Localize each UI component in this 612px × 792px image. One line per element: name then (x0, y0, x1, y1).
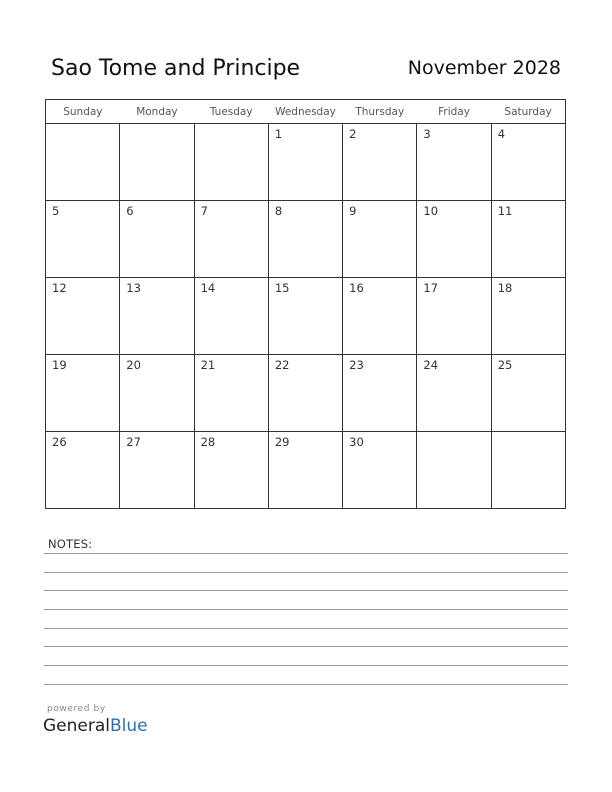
weekday-sunday: Sunday (46, 100, 120, 124)
day-cell (268, 355, 342, 432)
weekday-saturday: Saturday (491, 100, 565, 124)
note-line (44, 628, 568, 629)
day-number: 26 (52, 435, 67, 449)
day-cell (491, 355, 565, 432)
note-line (44, 609, 568, 610)
week-row (46, 278, 566, 355)
day-cell (491, 124, 565, 201)
day-cell (120, 201, 194, 278)
day-number: 29 (274, 435, 290, 449)
day-number: 17 (423, 281, 439, 295)
week-row (46, 201, 566, 278)
day-cell (343, 201, 417, 278)
day-cell (343, 355, 417, 432)
day-number: 21 (200, 358, 216, 372)
brand-logo (43, 716, 148, 736)
day-number: 11 (497, 204, 513, 218)
day-cell (268, 432, 342, 509)
brand-logo-blue: Blue (110, 716, 148, 736)
day-cell (194, 355, 268, 432)
day-cell (417, 201, 491, 278)
day-cell (417, 278, 491, 355)
day-cell (46, 355, 120, 432)
day-cell (491, 278, 565, 355)
day-number: 12 (52, 281, 67, 295)
day-number: 13 (126, 281, 141, 295)
day-cell (343, 432, 417, 509)
day-number: 10 (423, 204, 439, 218)
day-number: 14 (200, 281, 216, 295)
day-number: 6 (126, 204, 134, 218)
day-number: 27 (126, 435, 141, 449)
day-number: 18 (497, 281, 513, 295)
week-row (46, 432, 566, 509)
day-cell (194, 124, 268, 201)
weekday-tuesday: Tuesday (194, 100, 268, 124)
day-cell (46, 278, 120, 355)
day-number: 3 (423, 127, 431, 141)
weekday-thursday: Thursday (343, 100, 417, 124)
day-cell (194, 201, 268, 278)
day-cell (120, 432, 194, 509)
day-number: 16 (349, 281, 364, 295)
week-row (46, 355, 566, 432)
day-number: 30 (349, 435, 364, 449)
weekday-header-row (46, 100, 566, 124)
day-cell (268, 278, 342, 355)
day-number: 7 (200, 204, 208, 218)
day-number: 4 (497, 127, 506, 141)
brand-logo-general: General (43, 716, 110, 736)
day-number: 9 (349, 204, 357, 218)
note-line (44, 684, 568, 685)
day-cell (120, 278, 194, 355)
day-number: 22 (274, 358, 290, 372)
day-number: 5 (52, 204, 60, 218)
day-cell (194, 278, 268, 355)
weekday-friday: Friday (417, 100, 491, 124)
day-cell (491, 432, 565, 509)
weekday-monday: Monday (120, 100, 194, 124)
day-cell (120, 355, 194, 432)
day-cell (46, 124, 120, 201)
weekday-wednesday: Wednesday (268, 100, 342, 124)
notes-label: NOTES: (48, 537, 93, 551)
day-number: 8 (274, 204, 283, 218)
day-cell (194, 432, 268, 509)
country-title: Sao Tome and Principe (51, 56, 301, 81)
day-number: 20 (126, 358, 141, 372)
note-line (44, 665, 568, 666)
day-number: 25 (497, 358, 513, 372)
powered-by-text: powered by (47, 704, 106, 714)
day-cell (46, 201, 120, 278)
day-cell (343, 278, 417, 355)
day-number: 2 (349, 127, 357, 141)
week-row (46, 124, 566, 201)
calendar-grid (45, 99, 566, 509)
day-cell (491, 201, 565, 278)
day-cell (268, 201, 342, 278)
day-number: 15 (274, 281, 290, 295)
day-cell (343, 124, 417, 201)
day-number: 1 (274, 127, 283, 141)
day-number: 23 (349, 358, 364, 372)
day-cell (417, 124, 491, 201)
note-line (44, 572, 568, 573)
day-cell (417, 355, 491, 432)
day-cell (417, 432, 491, 509)
day-cell (268, 124, 342, 201)
day-cell (46, 432, 120, 509)
day-number: 28 (200, 435, 216, 449)
month-year-title: November 2028 (407, 57, 561, 79)
day-number: 24 (423, 358, 439, 372)
note-line (44, 553, 568, 554)
note-line (44, 646, 568, 647)
day-cell (120, 124, 194, 201)
day-number: 19 (52, 358, 67, 372)
note-line (44, 590, 568, 591)
